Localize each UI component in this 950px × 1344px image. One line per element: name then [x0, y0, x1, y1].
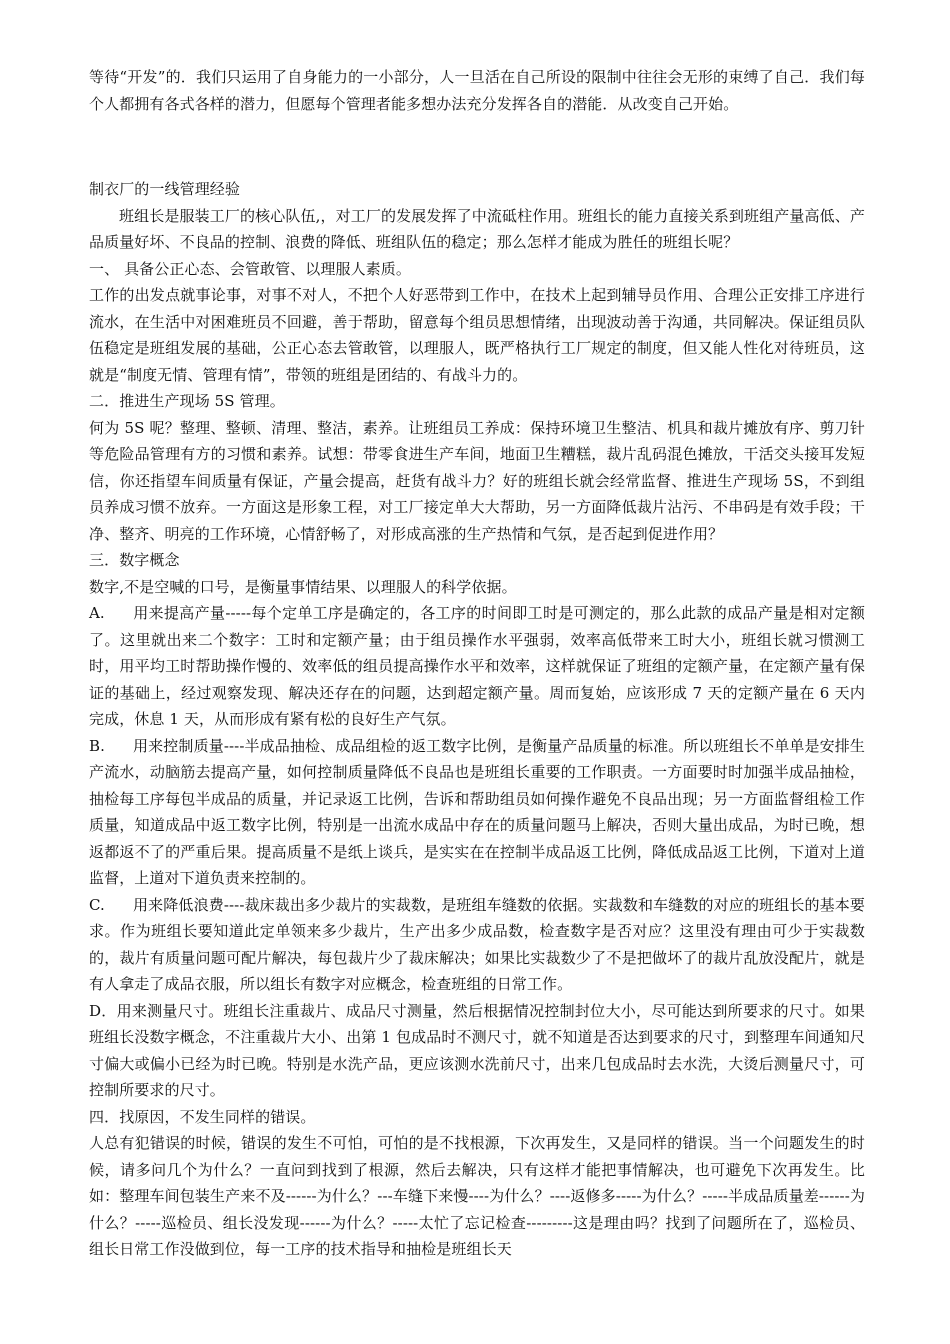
- item-label: A.: [89, 604, 105, 622]
- section-3-item-c: [89, 892, 865, 998]
- section-3-item-a: [89, 600, 865, 733]
- section-gap: [89, 117, 865, 176]
- item-text: 用来降低浪费----裁床裁出多少裁片的实裁数，是班组车缝数的依据。实裁数和车缝数的对应的班组长的基本要求。作为班组长要知道此定单领来多少裁片，生产出多少成品数，检查数字是否对应？这里没有理由可少于实裁数的，裁片有质量问题可配片解决，每包裁片少了裁床解决；如果比实裁数少了不是把做坏了的裁片乱放没配片，就是有人拿走了成品衣服，所以组长有数字对应概念，检查班组的日常工作。: [89, 895, 865, 993]
- item-label: C.: [89, 895, 105, 914]
- item-text: 用来控制质量----半成品抽检、成品组检的返工数字比例，是衡量产品质量的标准。所以班组长不单单是安排生产流水，动脑筋去提高产量，如何控制质量降低不良品也是班组长重要的工作职责。一方面要时时加强半成品抽检，抽检每工序每包半成品的质量，并记录返工比例，告诉和帮助组员如何操作避免不良品出现；另一方面监督组检工作质量，知道成品中返工数字比例，特别是一出流水成品中存在的质量问题马上解决，否则大量出成品，为时已晚，想返都返不了的严重后果。提高质量不是纸上谈兵，是实实在在控制半成品返工比例，降低成品返工比例，下道对上道监督，上道对下道负责来控制的。: [89, 736, 865, 887]
- article-title: 制衣厂的一线管理经验: [89, 180, 241, 198]
- section-2-body: 何为 5S 呢？整理、整顿、清理、整洁，素养。让班组员工养成：保持环境卫生整洁、机具和裁片摊放有序、剪刀针等危险品管理有方的习惯和素养。试想：带零食进生产车间，地面卫生糟糕，裁片乱码混色摊放，干活交头接耳发短信，你还指望车间质量有保证，产量会提高，赶货有战斗力？好的班组长就会经常监督、推进生产现场 5S，不到组员养成习惯不放弃。一方面这是形象工程，对工厂接定单大大帮助，另一方面降低裁片沾污、不串码是有效手段；干净、整齐、明亮的工作环境，心情舒畅了，对形成高涨的生产热情和气氛，是否起到促进作用？: [89, 418, 865, 543]
- section-4-body: 人总有犯错误的时候，错误的发生不可怕，可怕的是不找根源，下次再发生，又是同样的错误。当一个问题发生的时候，请多问几个为什么？一直问到找到了根源，然后去解决，只有这样才能把事情解决，也可避免下次再发生。比如：整理车间包装生产来不及------为什么？---车缝下来慢----为什么？----返修多-----为什么？-----半成品质量差------为什么？-----巡检员、组长没发现------为什么？-----太忙了忘记检查---------这是理由吗？找到了问题所在了，巡检员、组长日常工作没做到位，每一工序的技术指导和抽检是班组长天: [89, 1134, 865, 1258]
- section-3-heading: 三．数字概念: [89, 551, 180, 569]
- section-3-item-b: [89, 733, 865, 892]
- section-2-heading: 二．推进生产现场 5S 管理。: [89, 392, 285, 410]
- document-page: [89, 64, 865, 1263]
- section-3-item-d: D．用来测量尺寸。班组长注重裁片、成品尺寸测量，然后根据情况控制封位大小，尽可能达到所要求的尺寸。如果班组长没数字概念，不注重裁片大小、出第 1 包成品时不测尺寸，就不知道是否达到要求的尺寸，到整理车间通知尺寸偏大或偏小已经为时已晚。特别是水洗产品，更应该测水洗前尺寸，出来几包成品时去水洗，大烫后测量尺寸，可控制所要求的尺寸。: [89, 1001, 865, 1099]
- section-1-heading: 一、 具备公正心态、会管敢管、以理服人素质。: [89, 259, 411, 278]
- article-lead: 班组长是服装工厂的核心队伍,，对工厂的发展发挥了中流砥柱作用。班组长的能力直接关系到班组产量高低、产品质量好坏、不良品的控制、浪费的降低、班组队伍的稳定；那么怎样才能成为胜任的班组长呢？: [89, 206, 865, 251]
- intro-paragraph: 等待“开发”的．我们只运用了自身能力的一小部分，人一旦活在自己所设的限制中往往会无形的束缚了自己．我们每个人都拥有各式各样的潜力，但愿每个管理者能多想办法充分发挥各自的潜能．从改变自己开始。: [89, 68, 865, 113]
- item-text: 用来提高产量-----每个定单工序是确定的，各工序的时间即工时是可测定的，那么此款的成品产量是相对定额了。这里就出来二个数字：工时和定额产量；由于组员操作水平强弱，效率高低带来工时大小，班组长就习惯测工时，用平均工时帮助操作慢的、效率低的组员提高操作水平和效率，这样就保证了班组的定额产量，在定额产量有保证的基础上，经过观察发现、解决还存在的问题，达到超定额产量。周而复始，应该形成 7 天的定额产量在 6 天内完成，休息 1 天，从而形成有紧有松的良好生产气氛。: [89, 604, 865, 728]
- section-1-body: 工作的出发点就事论事，对事不对人，不把个人好恶带到工作中，在技术上起到辅导员作用、合理公正安排工序进行流水，在生活中对困难班员不回避，善于帮助，留意每个组员思想情绪，出现波动善于沟通，共同解决。保证组员队伍稳定是班组发展的基础，公正心态去管敢管，以理服人，既严格执行工厂规定的制度，但又能人性化对待班员，这就是“制度无情、管理有情”，带领的班组是团结的、有战斗力的。: [89, 286, 865, 384]
- item-label: B.: [89, 736, 105, 755]
- section-4-heading: 四．找原因，不发生同样的错误。: [89, 1107, 316, 1126]
- section-3-body: 数字,不是空喊的口号，是衡量事情结果、以理服人的科学依据。: [89, 577, 517, 596]
